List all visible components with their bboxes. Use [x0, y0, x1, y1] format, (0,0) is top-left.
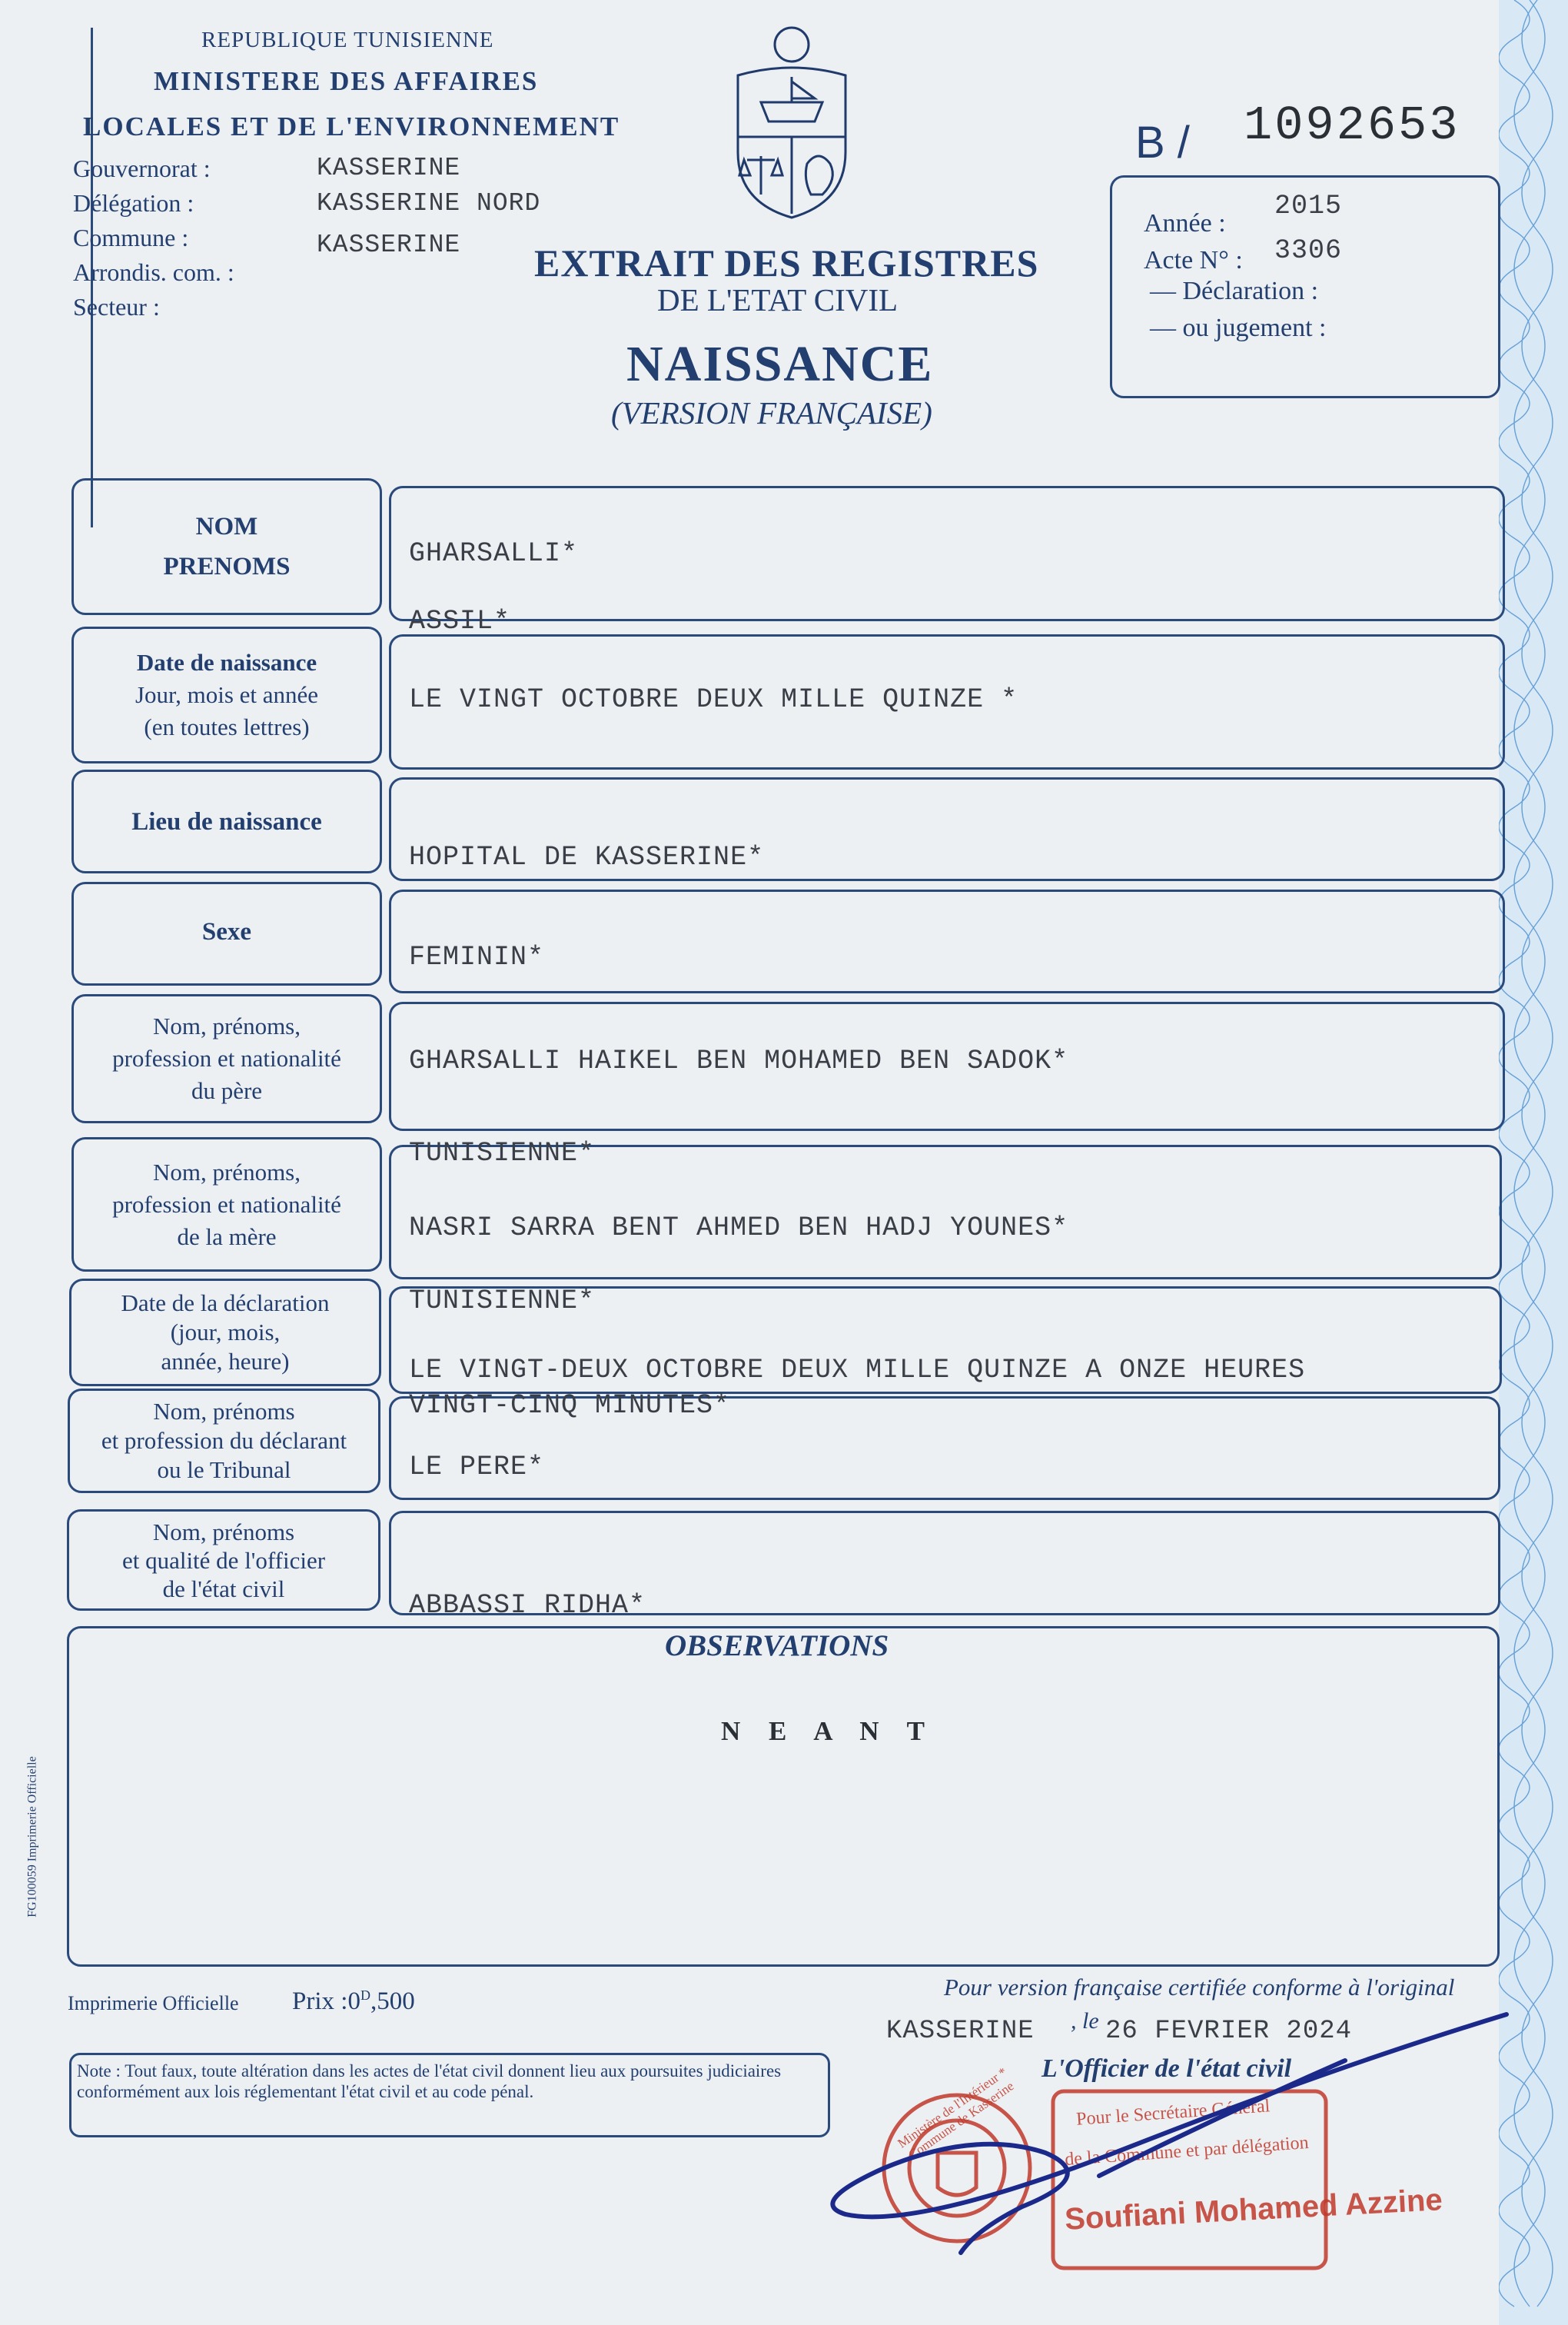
- officer-title: L'Officier de l'état civil: [1041, 2054, 1292, 2083]
- gouvernorat-value: KASSERINE: [317, 154, 461, 182]
- declaration-label: — Déclaration :: [1150, 277, 1319, 305]
- row-officer-label: Nom, prénoms et qualité de l'officier de l'état civil: [121, 1518, 326, 1602]
- stamp-ring-text: Ministère de l'Intérieur * Commune de Kasserine: [895, 2064, 1017, 2163]
- naissance-title: NAISSANCE: [626, 336, 934, 392]
- ministry-line-1: MINISTERE DES AFFAIRES: [154, 66, 539, 96]
- republic-label: REPUBLIQUE TUNISIENNE: [201, 28, 494, 52]
- stamp-line-3: Soufiani Mohamed Azzine: [1064, 2183, 1443, 2237]
- stamp-line-2: de la Commune et par délégation: [1064, 2132, 1310, 2170]
- birthplace-value: HOPITAL DE KASSERINE*: [409, 842, 765, 873]
- date-value: 26 FEVRIER 2024: [1105, 2017, 1353, 2046]
- arrondissement-label: Arrondis. com. :: [73, 258, 234, 286]
- father-value: GHARSALLI HAIKEL BEN MOHAMED BEN SADOK*: [409, 1046, 1069, 1076]
- observations-box: [67, 1626, 1500, 1967]
- delegation-value: KASSERINE NORD: [317, 189, 541, 218]
- le-label: , le: [1071, 2008, 1099, 2034]
- etat-civil-subtitle: DE L'ETAT CIVIL: [657, 282, 899, 318]
- sexe-value: FEMININ*: [409, 942, 545, 973]
- jugement-label: — ou jugement :: [1150, 314, 1327, 342]
- coat-of-arms-icon: [723, 22, 861, 221]
- side-print-code: FG100059 Imprimerie Officielle: [25, 1756, 39, 1918]
- acte-value: 3306: [1274, 235, 1343, 266]
- signature-icon: [792, 1999, 1530, 2291]
- father-nationality-value: TUNISIENNE*: [409, 1138, 596, 1169]
- observations-content: N E A N T: [721, 1716, 936, 1746]
- birthdate-value: LE VINGT OCTOBRE DEUX MILLE QUINZE *: [409, 684, 1018, 715]
- stamp-line-1: Pour le Secrétaire Général: [1075, 2096, 1271, 2130]
- observations-title: OBSERVATIONS: [665, 1629, 889, 1662]
- row-sexe-value-box: [389, 890, 1505, 993]
- ministry-line-2: LOCALES ET DE L'ENVIRONNEMENT: [83, 111, 620, 141]
- row-declaration-label: Date de la déclaration (jour, mois, année, heure): [121, 1289, 330, 1375]
- prenom-value: ASSIL*: [409, 606, 511, 637]
- row-father-label: Nom, prénoms, profession et nationalité du père: [112, 1013, 341, 1104]
- price: Prix $:0^D,500$: [292, 1987, 415, 2015]
- place-value: KASSERINE: [886, 2017, 1035, 2046]
- serial-prefix: B /: [1135, 118, 1190, 168]
- guilloche-border: [1499, 0, 1568, 2325]
- mother-value: NASRI SARRA BENT AHMED BEN HADJ YOUNES*: [409, 1212, 1069, 1243]
- delegation-label: Délégation :: [73, 189, 194, 217]
- row-mother-label: Nom, prénoms, profession et nationalité de la mère: [112, 1158, 341, 1250]
- annee-label: Année :: [1144, 209, 1226, 238]
- extrait-title: EXTRAIT DES REGISTRES: [534, 241, 1039, 284]
- row-birthplace-label: Lieu de naissance: [131, 807, 322, 836]
- serial-number: 1092653: [1244, 98, 1460, 153]
- declarant-value: LE PERE*: [409, 1452, 545, 1482]
- commune-value: KASSERINE: [317, 231, 461, 259]
- row-sexe-label: Sexe: [201, 918, 252, 946]
- acte-label: Acte N° :: [1144, 246, 1243, 274]
- gouvernorat-label: Gouvernorat :: [73, 155, 211, 182]
- row-declarant-label: Nom, prénoms et profession du déclarant ou le Tribunal: [101, 1398, 347, 1483]
- declaration-value: LE VINGT-DEUX OCTOBRE DEUX MILLE QUINZE A ONZE HEURES: [409, 1355, 1306, 1385]
- annee-value: 2015: [1274, 191, 1343, 221]
- secteur-label: Secteur :: [73, 293, 160, 321]
- printer-label: Imprimerie Officielle: [68, 1992, 239, 2014]
- note-text: Note : Tout faux, toute altération dans les actes de l'état civil donnent lieu aux poursuites judiciaires conformément aux lois réglementant l'état civil et au code pénal.: [77, 2061, 782, 2101]
- certified-text: Pour version française certifiée conforme à l'original: [944, 1974, 1455, 2001]
- declaration-value-line2: VINGT-CINQ MINUTES*: [409, 1390, 731, 1421]
- nom-value: GHARSALLI*: [409, 538, 579, 569]
- commune-label: Commune :: [73, 224, 189, 251]
- officer-value: ABBASSI RIDHA*: [409, 1590, 646, 1621]
- row-nom-label: NOM PRENOMS: [163, 513, 291, 580]
- mother-nationality-value: TUNISIENNE*: [409, 1286, 596, 1316]
- row-birthdate-label: Date de naissance Jour, mois et année (en toutes lettres): [135, 649, 319, 740]
- version-francaise: (VERSION FRANÇAISE): [611, 395, 932, 431]
